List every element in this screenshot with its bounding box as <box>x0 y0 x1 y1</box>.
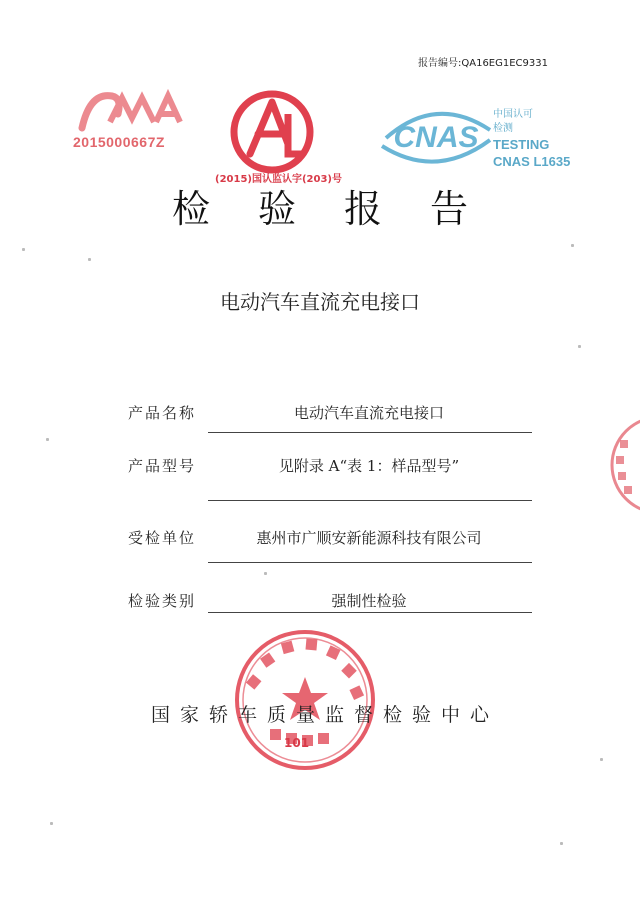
field-underline <box>208 432 532 433</box>
field-underline <box>208 612 532 613</box>
scan-speck <box>50 822 53 825</box>
field-label-inspection-type: 检验类别 <box>128 592 197 610</box>
report-title: 检验报告 <box>171 187 516 231</box>
field-value-inspection-type: 强制性检验 <box>331 592 407 610</box>
cma-code: 2015000667Z <box>73 134 165 150</box>
scan-speck <box>264 572 267 575</box>
issuer-name: 国家轿车质量监督检验中心 <box>150 704 499 726</box>
seam-stamp-icon <box>590 410 640 520</box>
field-value-product-name: 电动汽车直流充电接口 <box>293 404 444 422</box>
cnas-line-4: CNAS L1635 <box>493 154 571 169</box>
svg-text:CNAS: CNAS <box>393 121 479 154</box>
cnas-text-block <box>493 108 570 170</box>
scan-speck <box>578 345 581 348</box>
scan-speck <box>600 758 603 761</box>
field-underline <box>208 562 532 563</box>
field-label-inspected-unit: 受检单位 <box>128 529 197 547</box>
cnas-mark-icon <box>376 100 496 170</box>
field-value-product-model: 见附录 A“表 1：样品型号” <box>278 457 460 475</box>
product-title: 电动汽车直流充电接口 <box>220 290 420 314</box>
scan-speck <box>88 258 91 261</box>
field-label-product-model: 产品型号 <box>128 457 197 475</box>
scan-speck <box>46 438 49 441</box>
field-label-product-name: 产品名称 <box>128 404 197 422</box>
cal-registration-text: (2015)国认监认字(203)号 <box>215 174 342 185</box>
report-number: 报告编号:QA16EG1EC9331 <box>418 58 548 69</box>
cnas-line-1: 中国认可 <box>493 109 533 120</box>
scan-speck <box>560 842 563 845</box>
scan-speck <box>22 248 25 251</box>
seal-number: 101 <box>284 736 310 750</box>
scan-speck <box>571 244 574 247</box>
cnas-line-3: TESTING <box>493 137 550 152</box>
field-value-inspected-unit: 惠州市广顺安新能源科技有限公司 <box>256 529 482 547</box>
field-underline <box>208 500 532 501</box>
cnas-line-2: 检测 <box>493 123 513 134</box>
